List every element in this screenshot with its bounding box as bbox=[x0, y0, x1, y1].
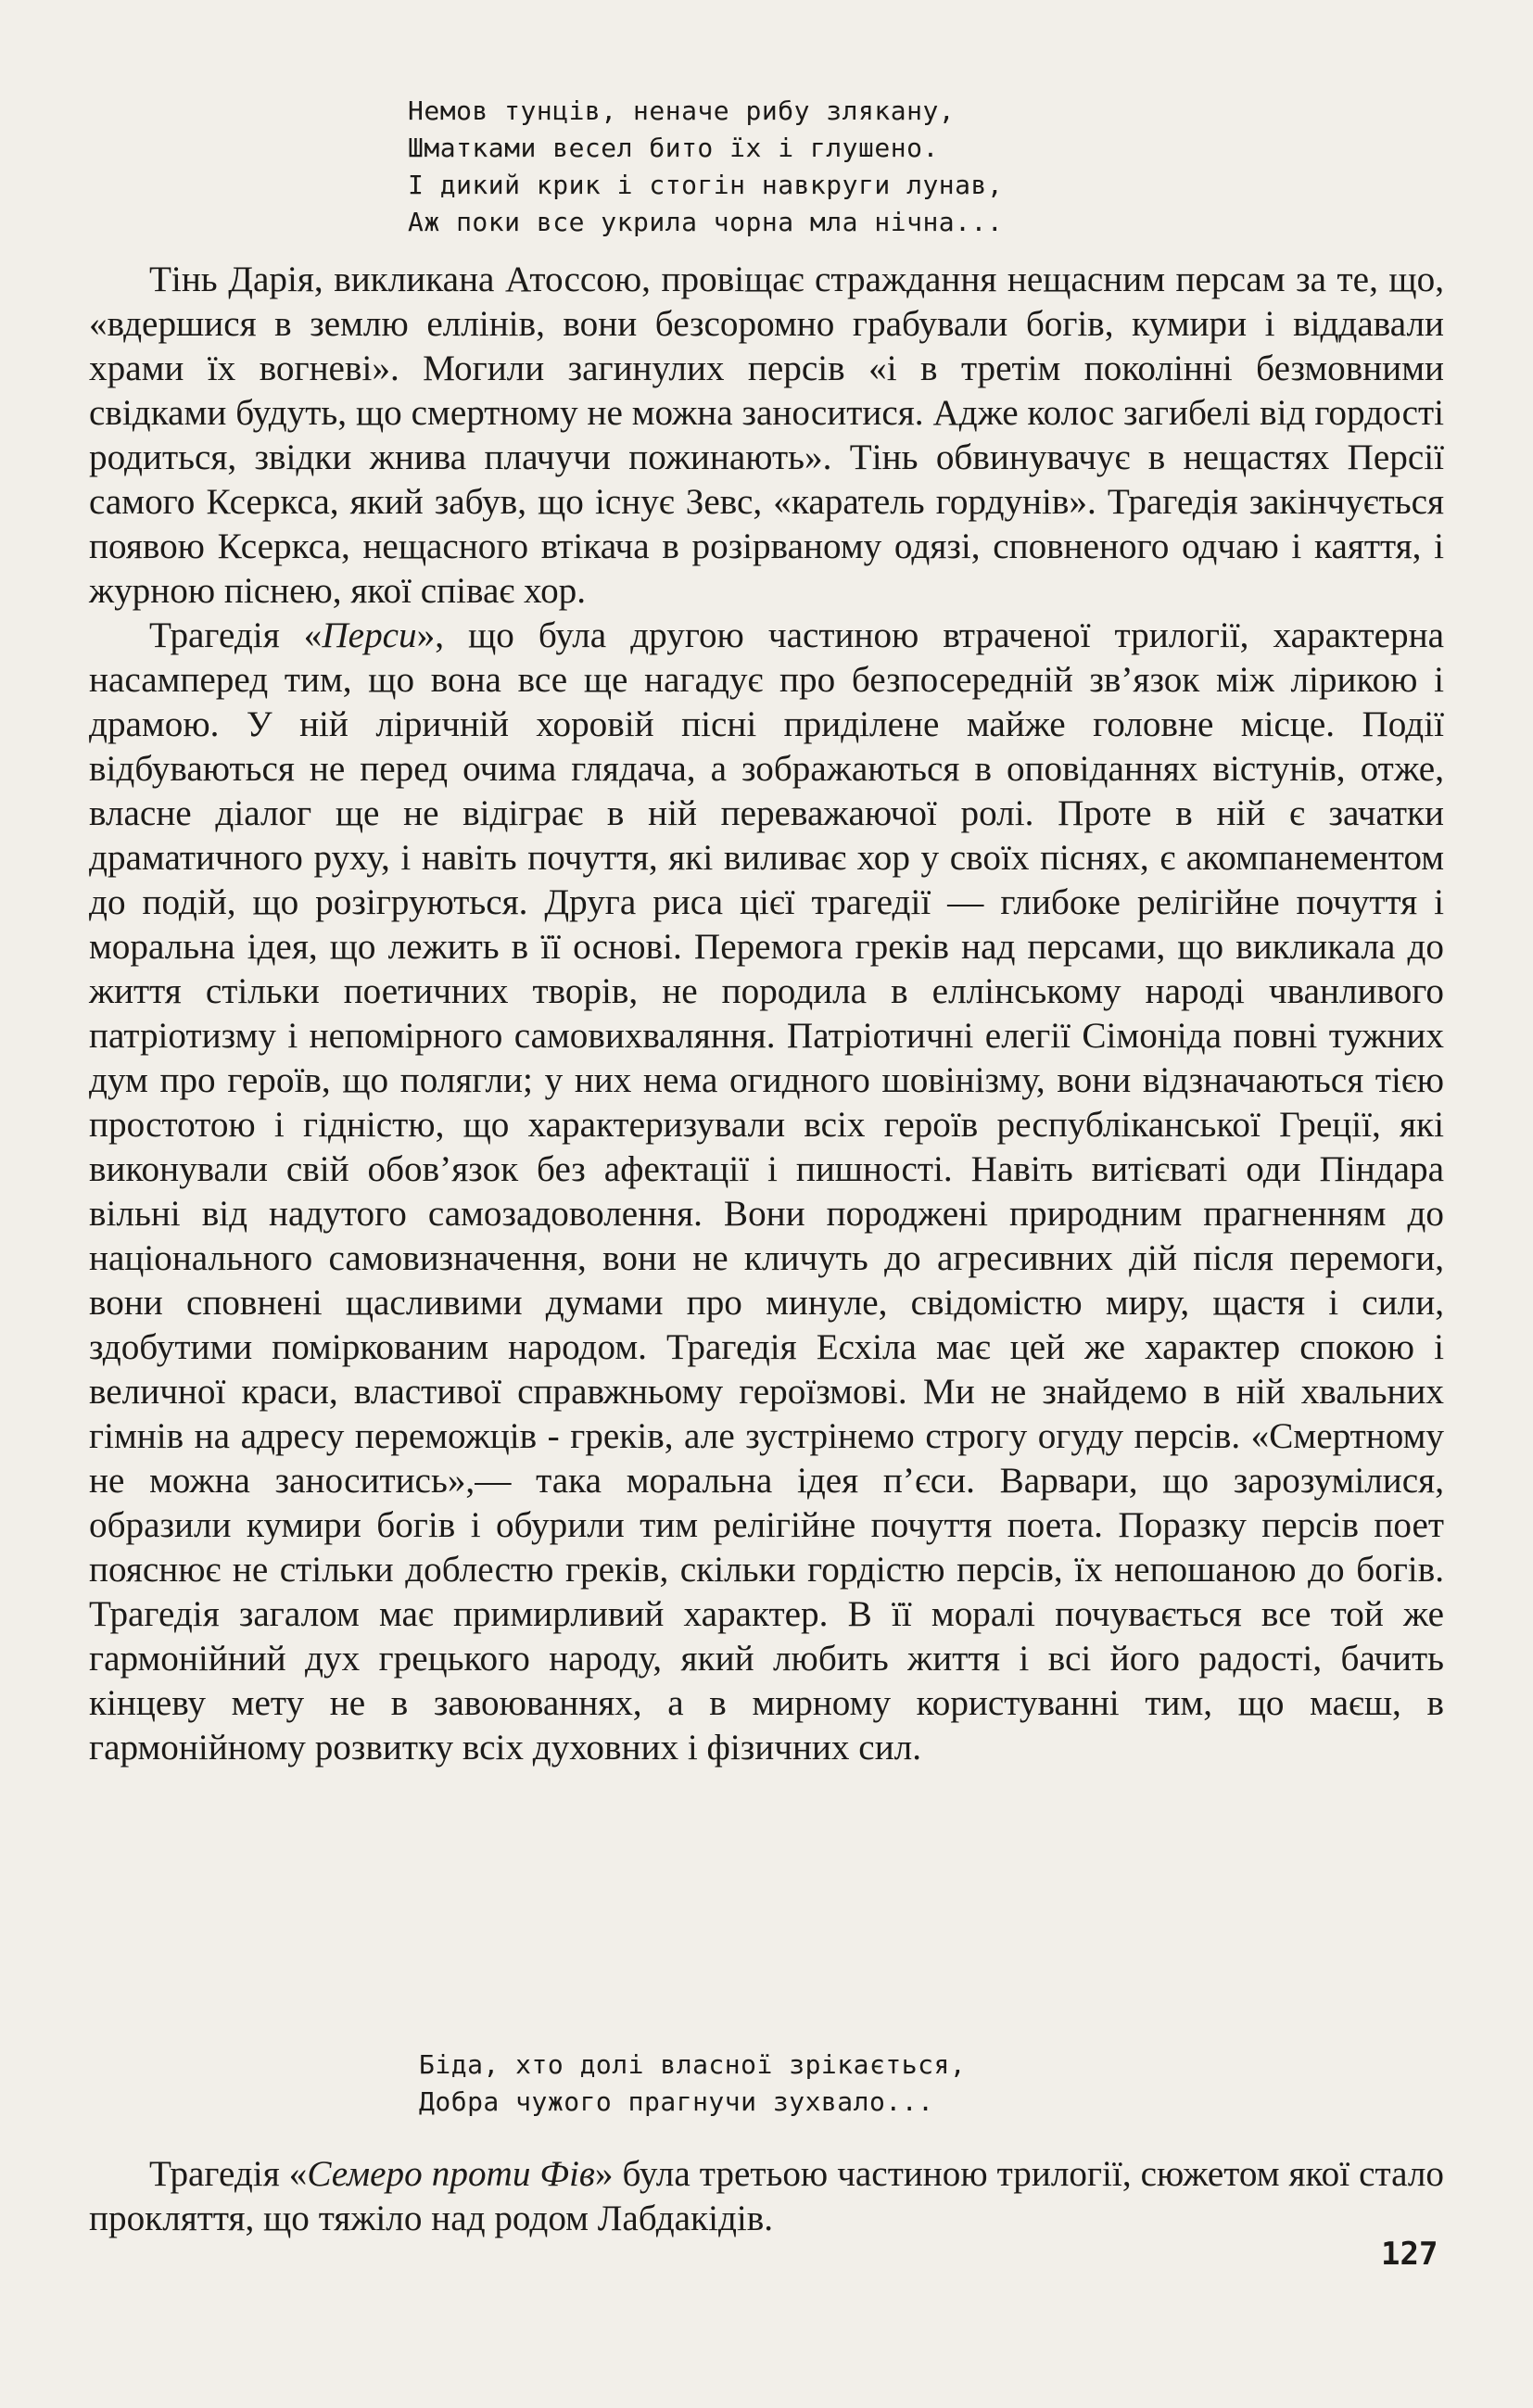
verse-line: І дикий крик і стогін навкруги лунав, bbox=[408, 170, 1004, 200]
verse-line: Біда, хто долі власної зрікається, bbox=[419, 2049, 967, 2080]
play-title-seven: Семеро проти Фів bbox=[307, 2154, 595, 2194]
main-text bbox=[89, 258, 1444, 1770]
page-number: 127 bbox=[1381, 2236, 1438, 2273]
paragraph-lead: Трагедія « bbox=[149, 2154, 308, 2194]
verse-line: Аж поки все укрила чорна мла нічна... bbox=[408, 207, 1004, 237]
verse-line: Немов тунців, неначе рибу злякану, bbox=[408, 95, 956, 126]
closing-text bbox=[89, 2152, 1444, 2241]
verse-line: Шматками весел бито їх і глушено. bbox=[408, 133, 939, 163]
verse-quote-bottom bbox=[419, 2047, 966, 2121]
play-title-persians: Перси bbox=[322, 615, 417, 655]
paragraph-darius-shade: Тінь Дарія, викликана Атоссою, провіщає страждання нещасним персам за те, що, «вдершися в землю еллінів, вони безсоромно грабували богів, кумири і віддавали храми їх вогневі». Могили загинулих персів «і в третім поколінні безмовними свідками будуть, що смертному не можна заноситися. Адже колос загибелі від гордості родиться, звідки жнива плачучи пожинають». Тінь обвинувачує в нещастях Персії самого Ксеркса, який забув, що існує Зевс, «каратель гордунів». Трагедія закінчується появою Ксеркса, нещасного втікача в розірваному одязі, сповненого одчаю і каяття, і журною піснею, якої співає хор. bbox=[89, 260, 1444, 611]
paragraph-body: », що була другою частиною втраченої трилогії, характерна насамперед тим, що вона все ще нагадує про безпосередній зв’язок між лірикою і драмою. У ній ліричній хоровій пісні приділене майже головне місце. Події відбуваються не перед очима глядача, а зображаються в оповіданнях вістунів, отже, власне діалог ще не відіграє в ній переважаючої ролі. Проте в ній є зачатки драматичного руху, і навіть почуття, які виливає хор у своїх піснях, є акомпанементом до подій, що розігруються. Друга риса цієї трагедії — глибоке релігійне почуття і моральна ідея, що лежить в її основі. Перемога греків над персами, що викликала до життя стільки поетичних творів, не породила в еллінському народі чванливого патріотизму і непомірного самовихваляння. Патріотичні елегії Сімоніда повні тужних дум про героїв, що полягли; у них нема огидного шовінізму, вони відзначаються тією простотою і гідністю, що характеризували всіх героїв республіканської Греції, які виконували свій обов’язок без афектації і пишності. Навіть витієваті оди Піндара вільні від надутого самозадоволення. Вони породжені природним прагненням до національного самовизначення, вони не кличуть до агресивних дій після перемоги, вони сповнені щасливими думами про минуле, свідомістю миру, щастя і сили, здобутими поміркованим народом. Трагедія Есхіла має цей же характер спокою і величної краси, властивої справжньому героїзмові. Ми не знайдемо в ній хвальних гімнів на адресу переможців - греків, але зустрінемо строгу огуду персів. «Смертному не можна заноситись»,— така моральна ідея п’єси. Варвари, що зарозумілися, образили кумири богів і обурили тим релігійне почуття поета. Поразку персів поет пояснює не стільки доблестю греків, скільки гордістю персів, їх непошаною до богів. Трагедія загалом має примирливий характер. В її моралі почувається все той же гармонійний дух грецького народу, який любить життя і всі його радості, бачить кінцеву мету не в завоюваннях, а в мирному користуванні тим, що маєш, в гармонійному розвитку всіх духовних і фізичних сил. bbox=[89, 615, 1444, 1768]
verse-line: Добра чужого прагнучи зухвало... bbox=[419, 2086, 934, 2117]
paragraph-persians-analysis bbox=[89, 614, 1444, 1770]
verse-quote-top bbox=[408, 93, 1003, 241]
paragraph-body: » була третьою частиною трилогії, сюжетом якої стало прокляття, що тяжіло над родом Лабдакідів. bbox=[89, 2154, 1444, 2238]
paragraph-seven-against-thebes bbox=[89, 2152, 1444, 2241]
paragraph-lead: Трагедія « bbox=[149, 615, 323, 655]
